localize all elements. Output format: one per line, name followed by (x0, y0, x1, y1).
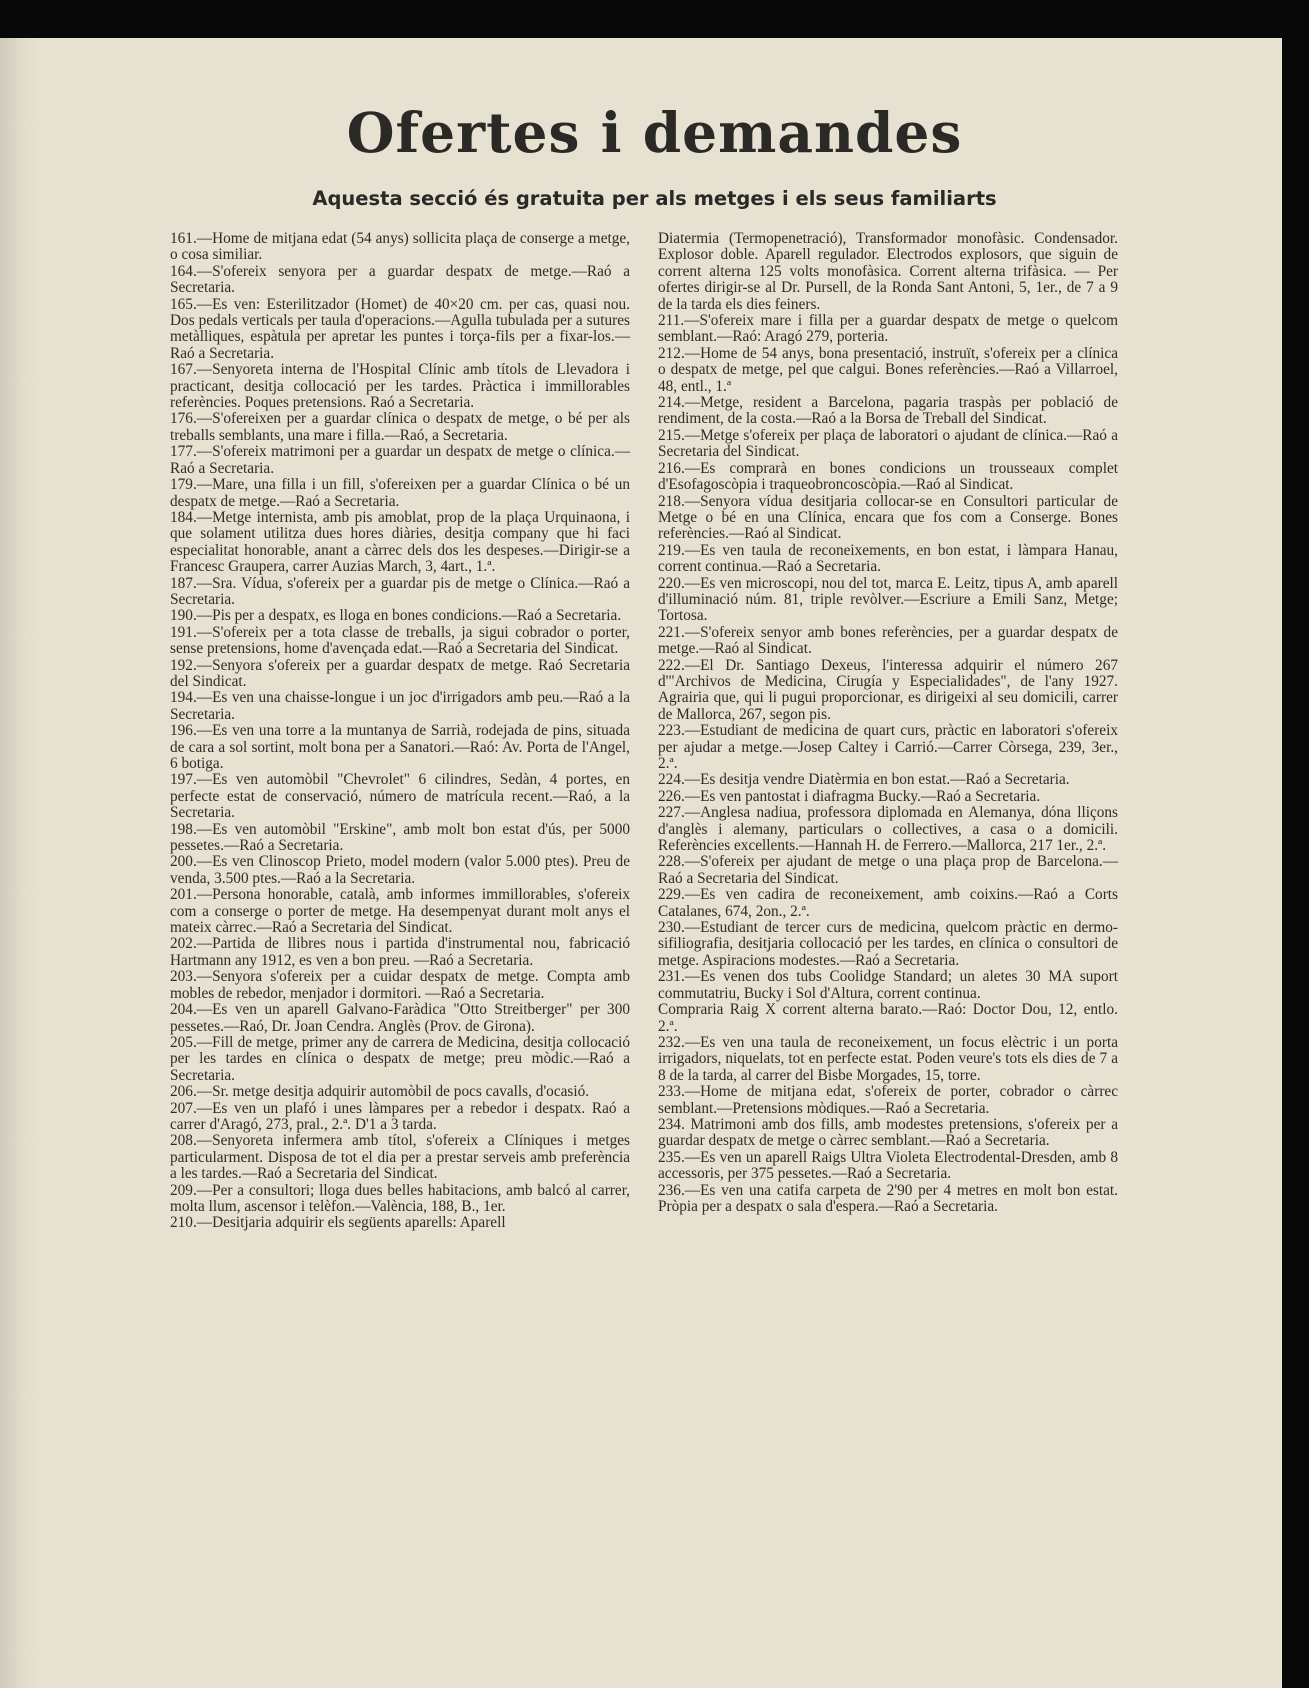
listing-entry: 236.—Es ven una catifa carpeta de 2'90 per 4 metres en molt bon estat. Pròpia per a despatx o sala d'espera.—Raó a Secretaria. (658, 1181, 1118, 1215)
listing-entry: 211.—S'ofereix mare i filla per a guardar despatx de metge o quelcom semblant.—Raó: Aragó 279, porteria. (658, 312, 1118, 346)
listing-entry: 164.—S'ofereix senyora per a guardar despatx de metge.—Raó a Secretaria. (170, 262, 630, 297)
listing-entry: 230.—Estudiant de tercer curs de medicina, quelcom pràctic en dermo-sifiliografia, desitjaria collocació per les tardes, en clínica o consultori de metge. Aspiracions modestes.—Raó a Secretaria. (658, 919, 1118, 969)
listing-entry: 198.—Es ven automòbil "Erskine", amb molt bon estat d'ús, per 5000 pessetes.—Raó a Secretaria. (170, 820, 630, 855)
listing-entry: 196.—Es ven una torre a la muntanya de Sarrià, rodejada de pins, situada de cara a sol sortint, molt bona per a Sanatori.—Raó: Av. Porta de l'Angel, 6 botiga. (170, 722, 630, 772)
listing-entry: 184.—Metge internista, amb pis amoblat, prop de la plaça Urquinaona, i que solament utilitza dues hores diàries, desitja company que hi faci especialitat honorable, anant a càrrec dels dos les despeses.—Dirigir-se a Francesc Graupera, carrer Auzias March, 3, 4art., 1.ª. (170, 508, 630, 576)
listing-entry: 165.—Es ven: Esterilitzador (Homet) de 40×20 cm. per cas, quasi nou. Dos pedals verticals per taula d'operacions.—Agulla tubulada per a sutures metàlliques, espàtula per apretar les puntes i torça-fils per a fixar-los.—Raó a Secretaria. (170, 295, 630, 362)
listing-entry: 187.—Sra. Vídua, s'ofereix per a guardar pis de metge o Clínica.—Raó a Secretaria. (170, 574, 630, 608)
listing-entry: 161.—Home de mitjana edat (54 anys) sollicita plaça de conserge a metge, o cosa similiar. (170, 230, 630, 264)
listing-entry: 192.—Senyora s'ofereix per a guardar despatx de metge. Raó Secretaria del Sindicat. (170, 656, 630, 690)
listing-entry: 206.—Sr. metge desitja adquirir automòbil de pocs cavalls, d'ocasió. (170, 1083, 590, 1101)
listing-entry: 229.—Es ven cadira de reconeixement, amb coixins.—Raó a Corts Catalanes, 674, 2on., 2.ª. (658, 886, 1118, 920)
listing-entry: 176.—S'ofereixen per a guardar clínica o despatx de metge, o bé per als treballs semblants, una mare i filla.—Raó, a Secretaria. (170, 410, 630, 444)
listing-entry: 177.—S'ofereix matrimoni per a guardar un despatx de metge o clínica.—Raó a Secretaria. (170, 443, 630, 477)
listing-entry: 233.—Home de mitjana edat, s'ofereix de porter, cobrador o càrrec semblant.—Pretensions mòdiques.—Raó a Secretaria. (658, 1083, 1118, 1117)
listing-entry: Compraria Raig X corrent alterna barato.—Raó: Doctor Dou, 12, entlo. 2.ª. (658, 1001, 1118, 1035)
listing-entry: 226.—Es ven pantostat i diafragma Bucky.—Raó a Secretaria. (658, 787, 1041, 805)
listing-entry: 234. Matrimoni amb dos fills, amb modestes pretensions, s'ofereix per a guardar despatx de metge o càrrec semblant.—Raó a Secretaria. (658, 1115, 1118, 1150)
listing-entry: 205.—Fill de metge, primer any de carrera de Medicina, desitja collocació per les tardes en clínica o despatx de metge; preu mòdic.—Raó a Secretaria. (170, 1033, 630, 1084)
listing-entry: 235.—Es ven un aparell Raigs Ultra Violeta Electrodental-Dresden, amb 8 accessoris, per 375 pessetes.—Raó a Secretaria. (658, 1148, 1118, 1183)
listing-entry: 220.—Es ven microscopi, nou del tot, marca E. Leitz, tipus A, amb aparell d'illuminació núm. 81, triple revòlver.—Escriure a Emili Sanz, Metge; Tortosa. (658, 574, 1118, 625)
listing-entry: 202.—Partida de llibres nous i partida d'instrumental nou, fabricació Hartmann any 1912, es ven a bon preu. —Raó a Secretaria. (170, 935, 630, 969)
listing-entry: 231.—Es venen dos tubs Coolidge Standard; un aletes 30 MA suport commutatriu, Bucky i Sol d'Altura, corrent continua. (658, 968, 1118, 1002)
listing-entry: 167.—Senyoreta interna de l'Hospital Clínic amb títols de Llevadora i practicant, desitja collocació per les tardes. Pràctica i immillorables referències. Poques pretensions. Raó a Secretaria. (170, 361, 630, 412)
listing-entry: 216.—Es comprarà en bones condicions un trousseaux complet d'Esofagoscòpia i traqueobroncoscòpia.—Raó al Sindicat. (658, 459, 1118, 494)
page-subtitle: Aquesta secció és gratuita per als metges i els seus familiarts (312, 187, 997, 210)
listing-entry: 221.—S'ofereix senyor amb bones referències, per a guardar despatx de metge.—Raó al Sindicat. (658, 623, 1118, 658)
listing-entry: 222.—El Dr. Santiago Dexeus, l'interessa adquirir el número 267 d'"Archivos de Medicina, Cirugía y Especialidades", de l'any 1927. Agrairia que, qui li pugui proporcionar, es dirigeixi al seu domicili, carrer de Mallorca, 267, segon pis. (658, 656, 1118, 723)
listing-entry: 203.—Senyora s'ofereix per a cuidar despatx de metge. Compta amb mobles de rebedor, menjador i dormitori. —Raó a Secretaria. (170, 968, 630, 1002)
listing-entry: 224.—Es desitja vendre Diatèrmia en bon estat.—Raó a Secretaria. (658, 771, 1070, 789)
listing-entry: 212.—Home de 54 anys, bona presentació, instruït, s'ofereix per a clínica o despatx de metge, pel que calgui. Bones referències.—Raó a Villarroel, 48, entl., 1.ª (658, 344, 1118, 395)
listing-entry: 190.—Pis per a despatx, es lloga en bones condicions.—Raó a Secretaria. (170, 607, 622, 625)
listing-entry: 204.—Es ven un aparell Galvano-Faràdica "Otto Streitberger" per 300 pessetes.—Raó, Dr. Joan Cendra. Anglès (Prov. de Girona). (170, 1001, 630, 1035)
listing-entry: 179.—Mare, una filla i un fill, s'ofereixen per a guardar Clínica o bé un despatx de metge.—Raó a Secretaria. (170, 476, 630, 510)
listing-entry: 218.—Senyora vídua desitjaria collocar-se en Consultori particular de Metge o bé en una Clínica, encara que fos com a Conserge. Bones referències.—Raó al Sindicat. (658, 492, 1118, 543)
listing-entry: 227.—Anglesa nadiua, professora diplomada en Alemanya, dóna lliçons d'anglès i alemany, particulars o collectives, a casa o a domicili. Referències excellents.—Hannah H. de Ferrero.—Mallorca, 217 1er., 2.ª. (658, 804, 1118, 855)
listing-entry: 214.—Metge, resident a Barcelona, pagaria traspàs per població de rendiment, de la costa.—Raó a la Borsa de Treball del Sindicat. (658, 394, 1118, 428)
listing-entry: 223.—Estudiant de medicina de quart curs, pràctic en laboratori s'ofereix per ajudar a metge.—Josep Caltey i Carrió.—Carrer Còrsega, 239, 3er., 2.ª. (658, 722, 1118, 772)
listing-entry: 215.—Metge s'ofereix per plaça de laboratori o ajudant de clínica.—Raó a Secretaria del Sindicat. (658, 426, 1118, 461)
page-title: Ofertes i demandes (346, 100, 963, 165)
listing-entry: Diatermia (Termopenetració), Transformador monofàsic. Condensador. Explosor doble. Aparell regulador. Electrodos explosors, que siguin de corrent alterna 125 volts monofàsica. Corrent alterna trifàsica. — Per ofertes dirigir-se al Dr. Pursell, de la Ronda Sant Antoni, 5, 1er., de 7 a 9 de la tarda els dies feiners. (658, 230, 1118, 313)
listing-entry: 191.—S'ofereix per a tota classe de treballs, ja sigui cobrador o porter, sense pretensions, home d'avençada edat.—Raó a Secretaria del Sindicat. (170, 623, 630, 658)
listing-entry: 200.—Es ven Clinoscop Prieto, model modern (valor 5.000 ptes). Preu de venda, 3.500 ptes.—Raó a la Secretaria. (170, 853, 630, 887)
listing-entry: 232.—Es ven una taula de reconeixement, un focus elèctric i un porta irrigadors, niquelats, tot en perfecte estat. Poden veure's tots els dies de 7 a 8 de la tarda, al carrer del Bisbe Morgades, 15, torre. (658, 1033, 1118, 1084)
listing-entry: 208.—Senyoreta infermera amb títol, s'ofereix a Clíniques i metges particularment. Disposa de tot el dia per a prestar serveis amb preferència a les tardes.—Raó a Secretaria del Sindicat. (170, 1132, 630, 1183)
listing-entry: 219.—Es ven taula de reconeixements, en bon estat, i làmpara Hanau, corrent continua.—Raó a Secretaria. (658, 541, 1118, 576)
listing-entry: 197.—Es ven automòbil "Chevrolet" 6 cilindres, Sedàn, 4 portes, en perfecte estat de conservació, número de matrícula recent.—Raó, a la Secretaria. (170, 771, 630, 822)
listing-entry: 207.—Es ven un plafó i unes làmpares per a rebedor i despatx. Raó a carrer d'Aragó, 273, pral., 2.ª. D'1 a 3 tarda. (170, 1099, 630, 1133)
page-binding-edge (0, 38, 40, 1688)
listing-entry: 210.—Desitjaria adquirir els següents aparells: Aparell (170, 1214, 506, 1232)
listing-entry: 194.—Es ven una chaisse-longue i un joc d'irrigadors amb peu.—Raó a la Secretaria. (170, 689, 630, 723)
listing-entry: 228.—S'ofereix per ajudant de metge o una plaça prop de Barcelona.—Raó a Secretaria del Sindicat. (658, 853, 1118, 887)
left-column (170, 231, 630, 1232)
listing-entry: 209.—Per a consultori; lloga dues belles habitacions, amb balcó al carrer, molta llum, ascensor i telèfon.—València, 188, B., 1er. (170, 1181, 630, 1215)
listing-entry: 201.—Persona honorable, català, amb informes immillorables, s'ofereix com a conserge o porter de metge. Ha desempenyat durant molt anys el mateix càrrec.—Raó a Secretaria del Sindicat. (170, 886, 630, 937)
right-column (658, 231, 1118, 1215)
